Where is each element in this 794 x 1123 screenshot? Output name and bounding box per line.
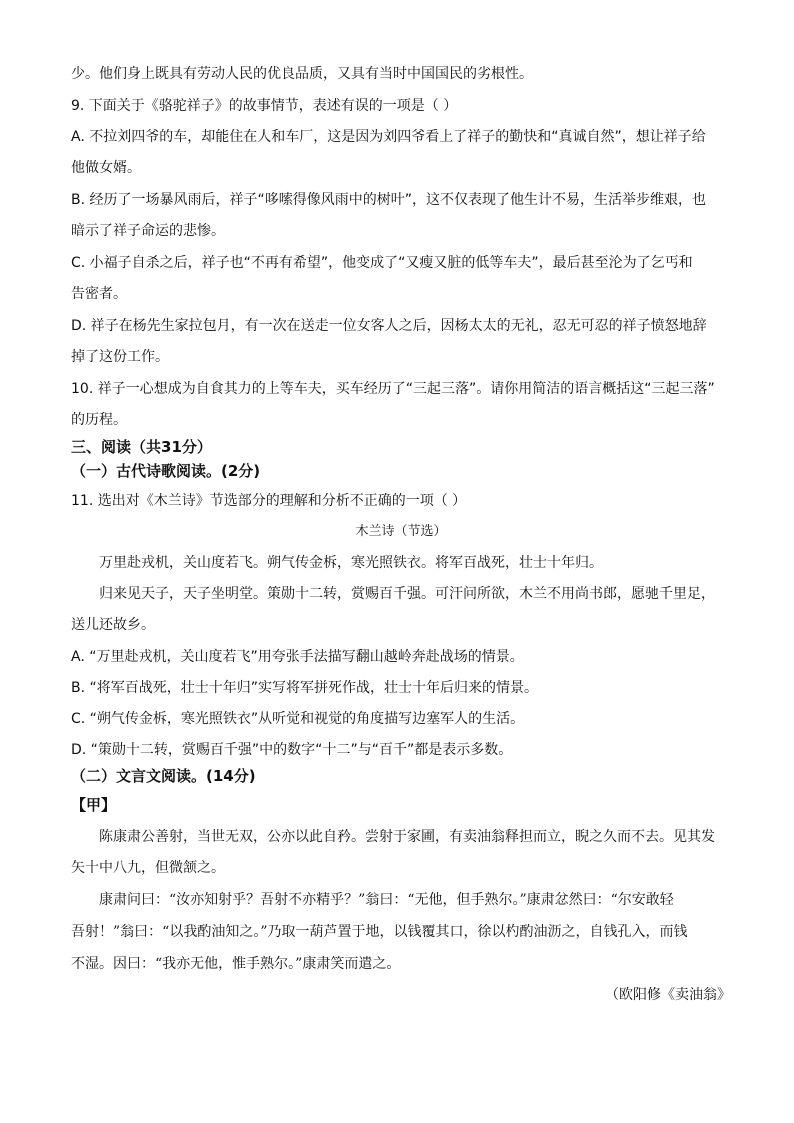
option-d: D. “策勋十二转，赏赐百千强”中的数字“十二”与“百千”都是表示多数。 xyxy=(71,742,513,758)
section-heading-reading: 三、阅读（共31分） xyxy=(71,438,212,456)
passage-line: 吾射！”翁曰：“以我酌油知之。”乃取一葫芦置于地，以钱覆其口，徐以杓酌油沥之，自钱孔入，而钱 xyxy=(71,924,688,940)
option-a: A. 不拉刘四爷的车，却能住在人和车厂，这是因为刘四爷看上了祥子的勤快和“真诚自然”，想让祥子给 xyxy=(71,129,706,145)
poem-line: 归来见天子，天子坐明堂。策勋十二转，赏赐百千强。可汗问所欲，木兰不用尚书郎，愿驰千里足， xyxy=(99,586,715,602)
option-b-cont: 暗示了祥子命运的悲惨。 xyxy=(71,223,225,239)
subsection-heading-classical: （二）文言文阅读。(14分) xyxy=(71,767,256,785)
text-line: 少。他们身上既具有劳动人民的优良品质，又具有当时中国国民的劣根性。 xyxy=(71,66,533,82)
option-d-cont: 掉了这份工作。 xyxy=(71,349,169,365)
passage-line: 康肃问曰：“汝亦知射乎？吾射不亦精乎？”翁曰：“无他，但手熟尔。”康肃忿然曰：“尔安敢轻 xyxy=(99,892,674,908)
subsection-heading-poetry: （一）古代诗歌阅读。(2分) xyxy=(71,462,261,480)
passage-line: 陈康肃公善射，当世无双，公亦以此自矜。尝射于家圃，有卖油翁释担而立，睨之久而不去。见其发 xyxy=(99,829,715,845)
option-b: B. 经历了一场暴风雨后，祥子“哆嗦得像风雨中的树叶”，这不仅表现了他生计不易，生活举步维艰，也 xyxy=(71,192,707,208)
option-c: C. “朔气传金柝，寒光照铁衣”从听觉和视觉的角度描写边塞军人的生活。 xyxy=(71,711,525,727)
passage-line: 矢十中八九，但微颔之。 xyxy=(71,860,225,876)
question-9: 9. 下面关于《骆驼祥子》的故事情节，表述有误的一项是（ ） xyxy=(71,98,458,114)
passage-line: 不湿。因曰：“我亦无他，惟手熟尔。”康肃笑而遣之。 xyxy=(71,956,401,972)
question-10: 10. 祥子一心想成为自食其力的上等车夫，买车经历了“三起三落”。请你用简洁的语言概括这“三起三落” xyxy=(71,381,715,397)
passage-source: （欧阳修《卖油翁》 xyxy=(605,987,731,1003)
poem-line: 万里赴戎机，关山度若飞。朔气传金柝，寒光照铁衣。将军百战死，壮士十年归。 xyxy=(99,555,603,571)
question-10-cont: 的历程。 xyxy=(71,412,127,428)
option-c-cont: 告密者。 xyxy=(71,286,127,302)
option-d: D. 祥子在杨先生家拉包月，有一次在送走一位女客人之后，因杨太太的无礼，忍无可忍的祥子愤怒地辞 xyxy=(71,318,707,334)
option-a-cont: 他做女婿。 xyxy=(71,160,141,176)
passage-label-jia: 【甲】 xyxy=(71,796,117,814)
option-b: B. “将军百战死，壮士十年归”实写将军拼死作战，壮士十年后归来的情景。 xyxy=(71,680,539,696)
poem-title: 木兰诗（节选） xyxy=(355,524,447,539)
poem-line: 送儿还故乡。 xyxy=(71,617,155,633)
option-c: C. 小福子自杀之后，祥子也“不再有希望”，他变成了“又瘦又脏的低等车夫”，最后甚至沦为了乞丐和 xyxy=(71,255,693,271)
option-a: A. “万里赴戎机，关山度若飞”用夸张手法描写翻山越岭奔赴战场的情景。 xyxy=(71,649,524,665)
question-11: 11. 选出对《木兰诗》节选部分的理解和分析不正确的一项（ ） xyxy=(71,493,467,509)
